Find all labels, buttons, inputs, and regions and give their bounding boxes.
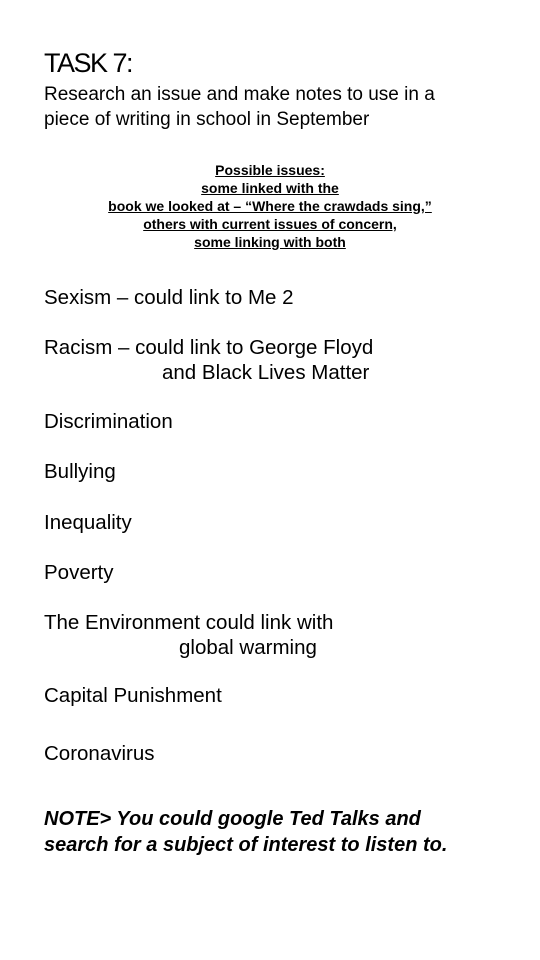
issue-sexism: Sexism – could link to Me 2 [44,286,294,309]
task-instructions [44,82,514,132]
possible-issues-line-2: some linked with the [201,180,339,196]
issue-environment-line-1: The Environment could link with [44,611,334,634]
issue-discrimination: Discrimination [44,410,173,433]
issue-poverty: Poverty [44,561,114,584]
possible-issues-block [40,161,500,251]
instructions-line-1: Research an issue and make notes to use in a [44,84,435,105]
note-line-1: NOTE> You could google Ted Talks and [44,808,421,830]
task-title: TASK 7: [44,48,133,78]
issue-bullying: Bullying [44,460,116,483]
issue-capital-punishment: Capital Punishment [44,684,222,707]
note-block [44,806,514,858]
possible-issues-line-4: others with current issues of concern, [143,216,397,232]
issue-racism-line-2: and Black Lives Matter [162,361,370,384]
possible-issues-heading: Possible issues: [215,162,325,178]
issue-racism [44,335,373,385]
issue-coronavirus: Coronavirus [44,742,155,765]
issue-environment-line-2: global warming [179,636,317,659]
issue-racism-line-1: Racism – could link to George Floyd [44,336,374,359]
possible-issues-line-5: some linking with both [194,234,346,250]
issue-environment [44,610,333,660]
possible-issues-line-3: book we looked at – “Where the crawdads sing,” [108,198,432,214]
note-line-2: search for a subject of interest to listen to. [44,834,448,856]
issue-inequality: Inequality [44,511,132,534]
instructions-line-2: piece of writing in school in September [44,109,370,130]
